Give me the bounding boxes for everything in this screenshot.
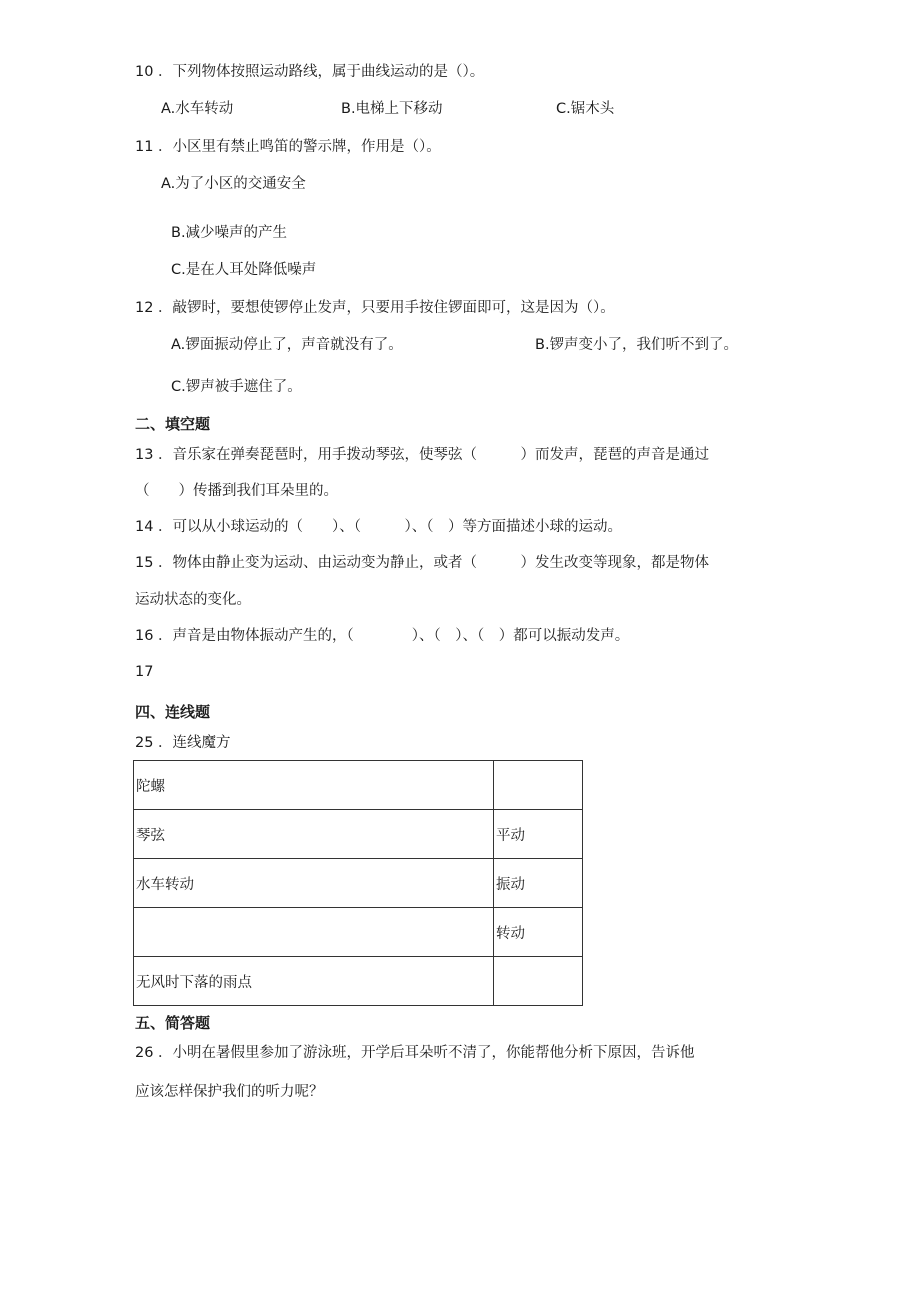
q14: 14 ．可以从小球运动的（ ）、（ ）、（ ）等方面描述小球的运动。 bbox=[135, 519, 623, 535]
left-cell: 琴弦 bbox=[134, 810, 494, 859]
right-cell: 转动 bbox=[494, 908, 583, 957]
q17: 17 bbox=[135, 664, 154, 680]
section-5-title: 五、简答题 bbox=[135, 1014, 211, 1032]
q11-stem: 11 ．小区里有禁止鸣笛的警示牌，作用是（）。 bbox=[135, 139, 441, 155]
q12-option-b: B.锣声变小了，我们听不到了。 bbox=[535, 337, 739, 353]
q15-line2: 运动状态的变化。 bbox=[135, 592, 251, 608]
table-row bbox=[134, 761, 583, 810]
q10-option-b: B.电梯上下移动 bbox=[341, 101, 443, 117]
q12-stem: 12 ．敲锣时，要想使锣停止发声，只要用手按住锣面即可，这是因为（）。 bbox=[135, 300, 615, 316]
left-cell: 陀螺 bbox=[134, 761, 494, 810]
q26-line2: 应该怎样保护我们的听力呢？ bbox=[135, 1084, 324, 1100]
q13-line1: 13 ．音乐家在弹奏琵琶时，用手拨动琴弦，使琴弦（ ）而发声，琵琶的声音是通过 bbox=[135, 447, 710, 463]
q12-option-c: C.锣声被手遮住了。 bbox=[171, 379, 302, 395]
table-row bbox=[134, 810, 583, 859]
left-cell bbox=[134, 908, 494, 957]
right-cell: 平动 bbox=[494, 810, 583, 859]
table-row bbox=[134, 957, 583, 1006]
q15-line1: 15 ．物体由静止变为运动、由运动变为静止，或者（ ）发生改变等现象，都是物体 bbox=[135, 555, 710, 571]
q16: 16 ．声音是由物体振动产生的，（ ）、（ ）、（ ）都可以振动发声。 bbox=[135, 628, 630, 644]
left-cell: 水车转动 bbox=[134, 859, 494, 908]
q25: 25 ．连线魔方 bbox=[135, 735, 231, 751]
q11-option-c: C.是在人耳处降低噪声 bbox=[171, 262, 317, 278]
q13-line2: （ ）传播到我们耳朵里的。 bbox=[135, 483, 338, 499]
left-cell: 无风时下落的雨点 bbox=[134, 957, 494, 1006]
q11-option-b: B.减少噪声的产生 bbox=[171, 225, 288, 241]
table-row bbox=[134, 859, 583, 908]
q11-option-a: A.为了小区的交通安全 bbox=[161, 176, 306, 192]
right-cell bbox=[494, 761, 583, 810]
q10-option-a: A.水车转动 bbox=[161, 101, 234, 117]
table-row bbox=[134, 908, 583, 957]
matching-table bbox=[133, 760, 583, 1006]
section-2-title: 二、填空题 bbox=[135, 415, 211, 433]
right-cell bbox=[494, 957, 583, 1006]
q12-option-a: A.锣面振动停止了，声音就没有了。 bbox=[171, 337, 403, 353]
q26-line1: 26 ．小明在暑假里参加了游泳班，开学后耳朵听不清了，你能帮他分析下原因，告诉他 bbox=[135, 1045, 695, 1061]
section-4-title: 四、连线题 bbox=[135, 703, 211, 721]
q10-stem: 10 ．下列物体按照运动路线，属于曲线运动的是（）。 bbox=[135, 64, 485, 80]
q10-option-c: C.锯木头 bbox=[556, 101, 615, 117]
right-cell: 振动 bbox=[494, 859, 583, 908]
